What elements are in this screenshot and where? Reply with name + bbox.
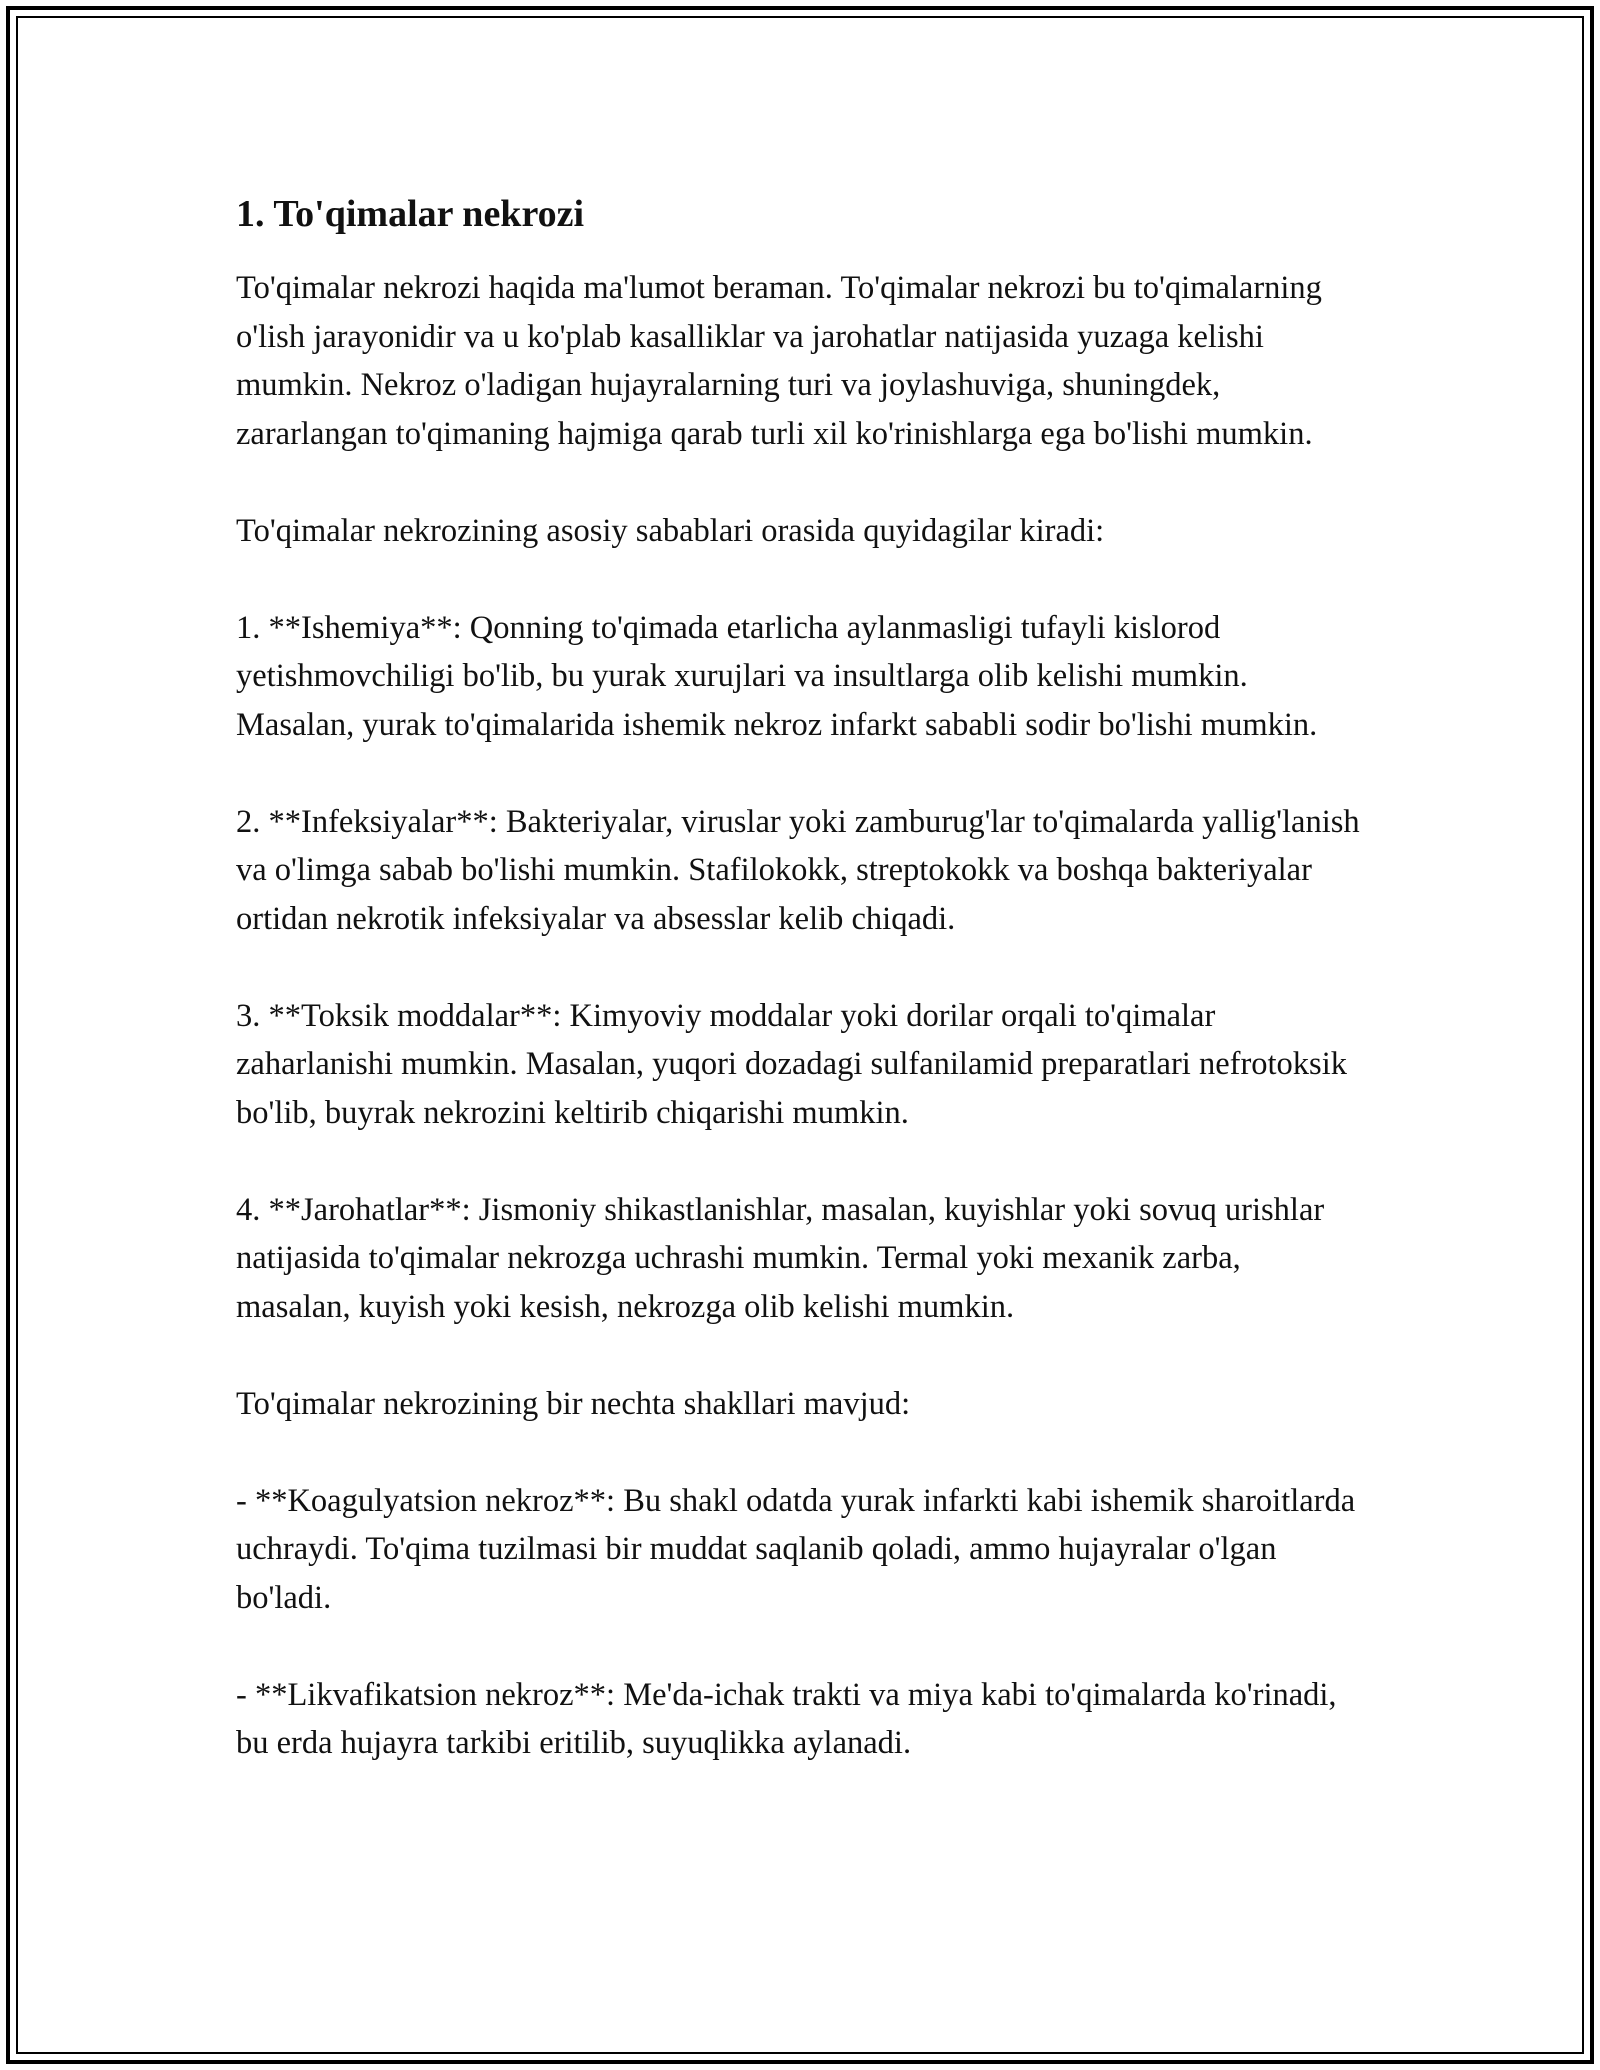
list-item-infeksiyalar: 2. **Infeksiyalar**: Bakteriyalar, viruslar yoki zamburug'lar to'qimalarda yallig'lanish va o'limga sabab bo'lishi mumkin. Stafilokokk, streptokokk va boshqa bakteriyalar ortidan nekrotik infeksiyalar va absesslar kelib chiqadi.: [236, 803, 1360, 937]
list-item-toksik-moddalar: 3. **Toksik moddalar**: Kimyoviy moddalar yoki dorilar orqali to'qimalar zaharlanishi mumkin. Masalan, yuqori dozadagi sulfanilamid preparatlari nefrotoksik bo'lib, buyrak nekrozini keltirib chiqarishi mumkin.: [236, 997, 1347, 1131]
paragraph-causes-heading: To'qimalar nekrozining asosiy sabablari orasida quyidagilar kiradi:: [236, 512, 1105, 549]
paragraph-intro: To'qimalar nekrozi haqida ma'lumot beraman. To'qimalar nekrozi bu to'qimalarning o'lish jarayonidir va u ko'plab kasalliklar va jarohatlar natijasida yuzaga kelishi mumkin. Nekroz o'ladigan hujayralarning turi va joylashuviga, shuningdek, zararlangan to'qimaning hajmiga qarab turli xil ko'rinishlarga ega bo'lishi mumkin.: [236, 270, 1322, 452]
paragraph-forms-heading: To'qimalar nekrozining bir nechta shakllari mavjud:: [236, 1385, 911, 1422]
document-title: 1. To'qimalar nekrozi: [236, 193, 585, 235]
document-body: [236, 186, 1360, 1816]
list-item-koagulyatsion: - **Koagulyatsion nekroz**: Bu shakl odatda yurak infarkti kabi ishemik sharoitlarda uchraydi. To'qima tuzilmasi bir muddat saqlanib qoladi, ammo hujayralar o'lgan bo'ladi.: [236, 1482, 1356, 1616]
list-item-jarohatlar: 4. **Jarohatlar**: Jismoniy shikastlanishlar, masalan, kuyishlar yoki sovuq urishlar natijasida to'qimalar nekrozga uchrashi mumkin. Termal yoki mexanik zarba, masalan, kuyish yoki kesish, nekrozga olib kelishi mumkin.: [236, 1191, 1325, 1325]
list-item-likvafikatsion: - **Likvafikatsion nekroz**: Me'da-ichak trakti va miya kabi to'qimalarda ko'rinadi, bu erda hujayra tarkibi eritilib, suyuqlikka aylanadi.: [236, 1676, 1337, 1761]
list-item-ishemiya: 1. **Ishemiya**: Qonning to'qimada etarlicha aylanmasligi tufayli kislorod yetishmovchiligi bo'lib, bu yurak xurujlari va insultlarga olib kelishi mumkin. Masalan, yurak to'qimalarida ishemik nekroz infarkt sababli sodir bo'lishi mumkin.: [236, 609, 1318, 743]
